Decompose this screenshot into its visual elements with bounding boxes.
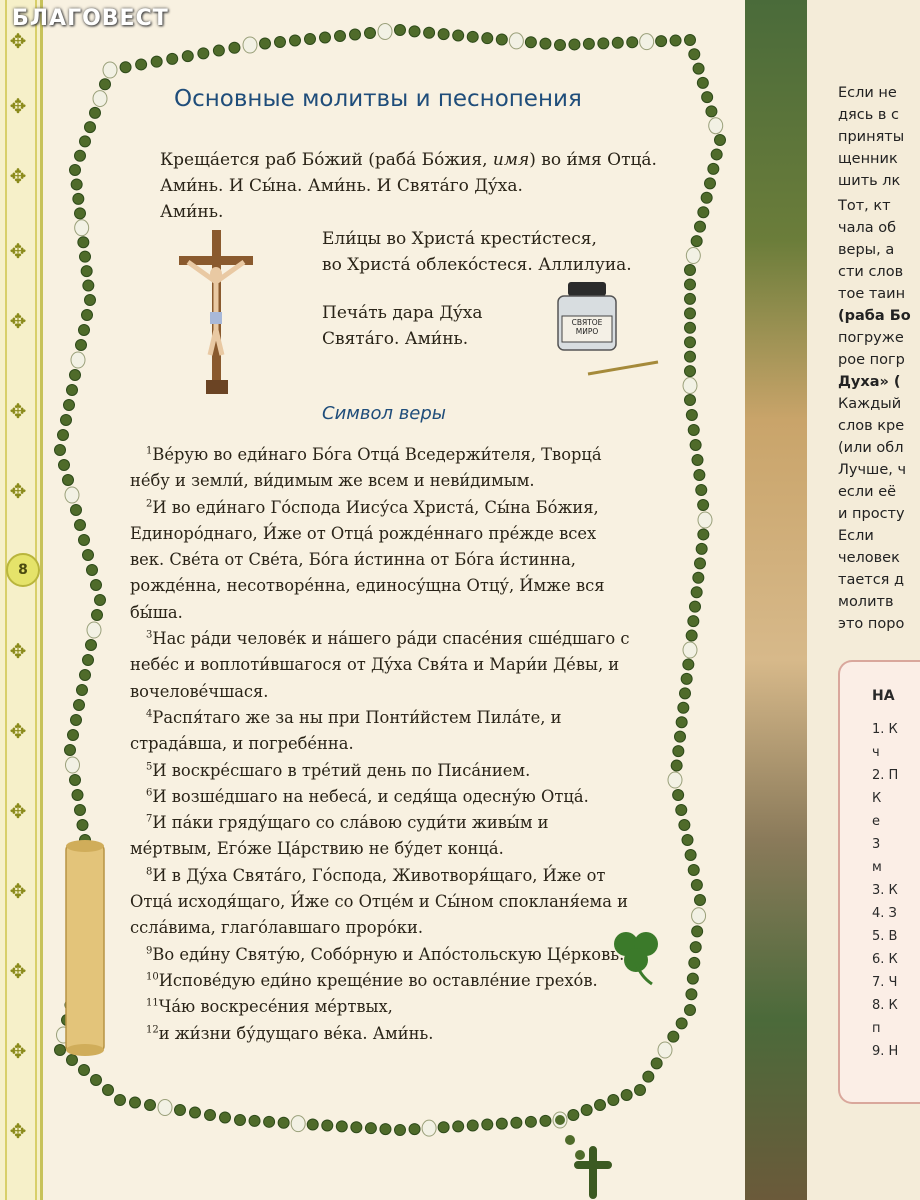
right-column-line: Каждый — [838, 396, 902, 412]
rosary-bead — [685, 279, 696, 290]
rosary-bead — [182, 51, 193, 62]
baptismal-hymn — [322, 226, 632, 278]
rosary-bead — [715, 135, 726, 146]
rosary-bead — [83, 550, 94, 561]
rosary-bead — [688, 616, 699, 627]
right-column-line: Тот, кт — [838, 198, 891, 214]
baptism-formula — [160, 147, 657, 225]
rosary-bead — [198, 48, 209, 59]
rosary-bead — [540, 38, 551, 49]
rosary-bead — [80, 136, 91, 147]
info-box-item: 9. Н — [872, 1044, 899, 1059]
rosary-bead — [72, 790, 83, 801]
rosary-bead — [453, 30, 464, 41]
rosary-bead — [90, 107, 101, 118]
right-column-line: приняты — [838, 129, 905, 145]
rosary-bead — [67, 385, 78, 396]
chrismation-formula — [322, 300, 483, 352]
hymn-line: Ели́цы во Христá крести́стеся, — [322, 229, 597, 249]
right-column-line: это поро — [838, 616, 905, 632]
rosary-bead — [676, 717, 687, 728]
rosary-bead — [683, 659, 694, 670]
rosary-bead — [621, 1090, 632, 1101]
rosary-bead-white — [422, 1120, 436, 1136]
rosary-bead — [82, 310, 93, 321]
rosary-bead — [190, 1107, 201, 1118]
creed-article: $^4$Распя́таго же за ны при Понти́йстем Пилáте, и страдáвша, и погребéнна. — [130, 707, 562, 754]
rosary-bead — [689, 49, 700, 60]
rosary-bead — [681, 673, 692, 684]
rosary-bead — [95, 595, 106, 606]
right-column-line: человек — [838, 550, 900, 566]
rosary-bead — [612, 37, 623, 48]
rosary-bead — [335, 31, 346, 42]
rosary-bead-white — [683, 642, 697, 658]
right-column-line: щенник — [838, 151, 898, 167]
rosary-bead — [627, 37, 638, 48]
rosary-bead — [525, 37, 536, 48]
right-column-line: молитв — [838, 594, 894, 610]
creed-article: $^9$Во еди́ну Святу́ю, Собóрную и Апóстольскую Цéрковь. — [146, 944, 625, 964]
rosary-bead — [305, 34, 316, 45]
rosary-bead — [307, 1119, 318, 1130]
page-number: 8 — [6, 553, 40, 587]
rosary-bead — [698, 207, 709, 218]
rosary-bead — [71, 715, 82, 726]
rosary-bead — [322, 1120, 333, 1131]
creed-title: Символ веры — [322, 403, 447, 424]
rosary-bead — [688, 425, 699, 436]
rosary-bead — [75, 150, 86, 161]
info-box-item: е — [872, 814, 880, 829]
rosary-bead — [438, 29, 449, 40]
right-column-line: (раба Бо — [838, 308, 911, 324]
rosary-bead — [55, 445, 66, 456]
border-cross-icon: ✥ — [9, 309, 27, 333]
rosary-bead — [213, 45, 224, 56]
rosary-bead — [145, 1100, 156, 1111]
creed-article: $^{10}$Исповéдую еди́но крещéние во оставлéние грехóв. — [146, 970, 598, 990]
rosary-bead — [74, 700, 85, 711]
rosary-bead — [80, 251, 91, 262]
rosary-bead — [694, 470, 705, 481]
rosary-bead — [679, 820, 690, 831]
rosary-bead — [496, 34, 507, 45]
rosary-bead — [555, 1115, 565, 1125]
rosary-bead-white — [71, 352, 85, 368]
rosary-bead — [350, 29, 361, 40]
fresco-illustration — [745, 0, 807, 1200]
rosary-bead — [438, 1122, 449, 1133]
rosary-bead — [71, 505, 82, 516]
right-column-line: Если — [838, 528, 874, 544]
rosary-bead — [678, 702, 689, 713]
rosary-bead — [130, 1097, 141, 1108]
border-cross-icon: ✥ — [9, 799, 27, 823]
creed-article: $^8$И в Дýха Святáго, Гóспода, Животворя́щаго, И́же от Отцá исходя́щаго, И́же со Отцéм и Сы́ном спокланя́ема и сслáвима, глагóлавшаго прорóки. — [130, 865, 628, 938]
rosary-bead — [685, 351, 696, 362]
rosary-bead — [92, 610, 103, 621]
border-cross-icon: ✥ — [9, 94, 27, 118]
rosary-bead — [136, 59, 147, 70]
rosary-bead — [685, 850, 696, 861]
rosary-bead — [680, 688, 691, 699]
rosary-bead — [229, 42, 240, 53]
rosary-bead — [59, 460, 70, 471]
rosary-bead — [675, 731, 686, 742]
rosary-bead — [175, 1105, 186, 1116]
info-box-item: 3 — [872, 837, 881, 852]
rosary-bead — [686, 410, 697, 421]
rosary-bead — [151, 56, 162, 67]
border-cross-icon: ✥ — [9, 879, 27, 903]
right-column-line: если её — [838, 484, 897, 500]
rosary-bead — [73, 193, 84, 204]
info-box-item: 8. К — [872, 998, 898, 1013]
rosary-bead-white — [509, 33, 523, 49]
creed-article: $^1$Вéрую во еди́наго Бóга Отцá Вседержи́теля, Творцá нéбу и земли́, ви́димым же всем и неви́димым. — [130, 445, 602, 491]
info-box-item: 4. З — [872, 906, 897, 921]
rosary-bead — [100, 79, 111, 90]
rosary-bead — [692, 455, 703, 466]
rosary-bead-white — [65, 487, 79, 503]
rosary-bead — [581, 1105, 592, 1116]
rosary-bead — [85, 295, 96, 306]
right-column-line: тается д — [838, 572, 905, 588]
rosary-bead — [290, 35, 301, 46]
rosary-bead — [278, 1117, 289, 1128]
rosary-bead — [409, 1124, 420, 1135]
info-box-item: м — [872, 860, 882, 875]
rosary-bead — [61, 415, 72, 426]
rosary-bead — [75, 520, 86, 531]
rosary-bead-white — [103, 62, 117, 78]
info-box-item: 1. К — [872, 722, 898, 737]
right-column-line: сти слов — [838, 264, 904, 280]
right-column-line: и просту — [838, 506, 905, 522]
rosary-bead — [575, 1150, 585, 1160]
rosary-bead-white — [709, 118, 723, 134]
rosary-bead — [711, 149, 722, 160]
baptism-line: Крещáется раб Бóжий (рабá Бóжия, имя) во и́мя Отцá. — [160, 150, 657, 170]
rosary-bead — [77, 820, 88, 831]
rosary-bead — [569, 39, 580, 50]
rosary-bead — [685, 308, 696, 319]
rosary-bead — [685, 293, 696, 304]
border-cross-icon: ✥ — [9, 1039, 27, 1063]
rosary-bead-white — [243, 37, 257, 53]
rosary-bead — [409, 26, 420, 37]
rosary-bead-white — [75, 220, 89, 236]
rosary-bead — [568, 1110, 579, 1121]
rosary-bead — [482, 33, 493, 44]
rosary-bead-white — [93, 91, 107, 107]
rosary-bead — [351, 1122, 362, 1133]
crucifix-illustration — [176, 230, 256, 400]
rosary-bead — [220, 1112, 231, 1123]
info-box-item: ч — [872, 745, 880, 760]
rosary-bead — [685, 322, 696, 333]
rosary-bead-white — [87, 622, 101, 638]
rosary-bead — [682, 835, 693, 846]
creed-text — [130, 442, 630, 1047]
rosary-bead — [670, 35, 681, 46]
rosary-bead-white — [686, 248, 700, 264]
rosary-bead — [235, 1115, 246, 1126]
right-column-line: погруже — [838, 330, 904, 346]
rosary-bead — [695, 895, 706, 906]
rosary-bead — [668, 1031, 679, 1042]
rosary-bead — [695, 221, 706, 232]
rosary-bead-white — [683, 378, 697, 394]
rosary-bead — [75, 805, 86, 816]
rosary-bead — [79, 535, 90, 546]
rosary-bead — [70, 370, 81, 381]
rosary-bead — [696, 543, 707, 554]
rosary-bead — [635, 1085, 646, 1096]
rosary-bead — [676, 805, 687, 816]
right-column-line: рое погр — [838, 352, 905, 368]
rosary-bead — [260, 38, 271, 49]
info-box-title: НА — [872, 688, 895, 704]
border-cross-icon: ✥ — [9, 239, 27, 263]
rosary-bead — [697, 77, 708, 88]
rosary-bead — [79, 1065, 90, 1076]
rosary-bead — [692, 926, 703, 937]
info-box-item: 2. П — [872, 768, 899, 783]
rosary-bead — [167, 53, 178, 64]
rosary-bead — [698, 500, 709, 511]
creed-article: $^2$И во еди́наго Гóспода Иису́са Христá, Сы́на Бóжия, Единорóднаго, И́же от Отцá рождéннаго прéжде всех век. Свéта от Свéта, Бóга и́стинна от Бóга и́стинна, рождéнна, несотворéнна, единосу́щна Отцу́, И́мже вся бы́ша. — [130, 497, 605, 622]
rosary-bead — [58, 430, 69, 441]
rosary-bead — [705, 178, 716, 189]
rosary-bead-white — [698, 512, 712, 528]
rosary-bead — [68, 730, 79, 741]
rosary-bead — [676, 1018, 687, 1029]
rosary-bead — [706, 106, 717, 117]
rosary-bead — [598, 38, 609, 49]
rosary-bead — [687, 973, 698, 984]
rosary-bead — [565, 1135, 575, 1145]
rosary-bead — [76, 340, 87, 351]
rosary-bead — [115, 1095, 126, 1106]
rosary-bead — [686, 630, 697, 641]
rosary-bead — [83, 280, 94, 291]
right-column-line: дясь в с — [838, 107, 900, 123]
rosary-bead — [656, 36, 667, 47]
rosary-bead — [608, 1095, 619, 1106]
rosary-bead — [79, 325, 90, 336]
rosary-bead — [691, 880, 702, 891]
rosary-bead — [693, 572, 704, 583]
baptism-line: Ами́нь. И Сы́на. Ами́нь. И Святáго Дýха. — [160, 176, 523, 196]
border-cross-icon: ✥ — [9, 399, 27, 423]
watermark: БЛАГОВЕСТ — [12, 6, 169, 31]
rosary-bead — [496, 1118, 507, 1129]
right-column-line: Лучше, ч — [838, 462, 907, 478]
rosary-bead — [205, 1110, 216, 1121]
rosary-bead — [320, 32, 331, 43]
chrism-line: Святáго. Ами́нь. — [322, 329, 469, 349]
right-column-line: Духа» ( — [838, 374, 901, 390]
rosary-bead — [264, 1116, 275, 1127]
rosary-bead — [249, 1115, 260, 1126]
rosary-bead — [685, 265, 696, 276]
rosary-bead — [78, 237, 89, 248]
hymn-line: во Христá облекóстеся. Аллилуиа. — [322, 255, 632, 275]
rosary-bead — [693, 63, 704, 74]
rosary-bead — [651, 1058, 662, 1069]
border-cross-icon: ✥ — [9, 1119, 27, 1143]
border-cross-icon: ✥ — [9, 639, 27, 663]
scroll-illustration — [60, 838, 110, 1058]
rosary-bead-white — [291, 1116, 305, 1132]
rosary-bead — [71, 179, 82, 190]
right-column-line: чала об — [838, 220, 897, 236]
rosary-bead — [708, 163, 719, 174]
creed-article: $^7$И пáки гряду́щаго со слáвою суди́ти живы́м и мéртвым, Егóже Цáрствию не бу́дет концá. — [130, 813, 549, 859]
rosary-bead — [482, 1119, 493, 1130]
border-cross-icon: ✥ — [9, 959, 27, 983]
rosary-bead — [695, 558, 706, 569]
rosary-bead — [336, 1121, 347, 1132]
border-cross-icon: ✥ — [9, 719, 27, 743]
baptism-line: Ами́нь. — [160, 202, 224, 222]
creed-article: $^{11}$Чáю воскресéния мéртвых, — [146, 997, 393, 1017]
rosary-bead — [690, 601, 701, 612]
rosary-bead — [91, 1075, 102, 1086]
page-title: Основные молитвы и песнопения — [174, 86, 582, 112]
info-box-item: п — [872, 1021, 881, 1036]
rosary-bead-white — [66, 757, 80, 773]
rosary-bead-white — [692, 908, 706, 924]
rosary-bead — [673, 790, 684, 801]
rosary-bead — [691, 587, 702, 598]
rosary-bead — [63, 475, 74, 486]
rosary-bead — [701, 192, 712, 203]
rosary-bead — [83, 655, 94, 666]
rosary-bead — [453, 1121, 464, 1132]
rosary-bead-white — [640, 34, 654, 50]
rosary-bead — [380, 1124, 391, 1135]
rosary-bead — [685, 35, 696, 46]
right-column-line: шить лк — [838, 173, 901, 189]
rosary-bead — [685, 1005, 696, 1016]
chrism-line: Печáть дара Дýха — [322, 303, 483, 323]
rosary-bead — [555, 40, 566, 51]
rosary-bead — [80, 670, 91, 681]
right-column-line: Если не — [838, 85, 897, 101]
creed-article: $^5$И воскрéсшаго в трéтий день по Писáнием. — [146, 760, 531, 780]
creed-article: $^6$И возшéдшаго на небесá, и седя́ща одесну́ю Отцá. — [146, 786, 589, 806]
rosary-bead-white — [658, 1042, 672, 1058]
rosary-bead — [685, 337, 696, 348]
info-box-item: 5. В — [872, 929, 898, 944]
rosary-bead — [365, 28, 376, 39]
rosary-bead-white — [158, 1100, 172, 1116]
creed-article: $^3$Нас рáди человéк и нáшего рáди спасéния сшéдшаго с небéс и воплоти́вшагося от Дýха Свя́та и Мари́и Дéвы, и вочеловéчшася. — [130, 629, 630, 701]
rosary-bead — [85, 122, 96, 133]
rosary-bead-white — [378, 24, 392, 40]
rosary-bead — [688, 865, 699, 876]
border-cross-icon: ✥ — [9, 479, 27, 503]
rosary-bead — [671, 760, 682, 771]
rosary-bead — [86, 640, 97, 651]
rosary-bead — [689, 957, 700, 968]
rosary-bead — [75, 208, 86, 219]
right-column-line: слов кре — [838, 418, 905, 434]
rosary-bead — [595, 1100, 606, 1111]
info-box-item: К — [872, 791, 882, 806]
rosary-bead — [87, 565, 98, 576]
right-column-line: веры, а — [838, 242, 895, 258]
rosary-bead — [467, 31, 478, 42]
rosary-bead — [103, 1085, 114, 1096]
border-cross-icon: ✥ — [9, 164, 27, 188]
info-box-item: 6. К — [872, 952, 898, 967]
rosary-bead — [702, 92, 713, 103]
right-column-line: (или обл — [838, 440, 904, 456]
rosary-bead — [511, 1117, 522, 1128]
rosary-bead — [365, 1123, 376, 1134]
rosary-bead — [395, 25, 406, 36]
creed-article: $^{12}$и жи́зни бу́дущаго вéка. Ами́нь. — [146, 1023, 434, 1043]
rosary-bead — [643, 1071, 654, 1082]
rosary-bead — [467, 1120, 478, 1131]
rosary-bead-white — [668, 772, 682, 788]
myrrh-label: СВЯТОЕ МИРО — [571, 318, 603, 336]
rosary-bead — [690, 440, 701, 451]
rosary-bead — [424, 27, 435, 38]
info-box-item: 3. К — [872, 883, 898, 898]
rosary-bead — [690, 942, 701, 953]
rosary-bead — [525, 1116, 536, 1127]
rosary-bead — [691, 236, 702, 247]
rosary-bead — [685, 395, 696, 406]
info-box-item: 7. Ч — [872, 975, 898, 990]
right-column-line: тое таин — [838, 286, 906, 302]
border-cross-icon: ✥ — [9, 29, 27, 53]
rosary-bead — [540, 1115, 551, 1126]
rosary-bead — [583, 38, 594, 49]
rosary-bead — [696, 485, 707, 496]
rosary-bead — [91, 580, 102, 591]
rosary-bead — [698, 529, 709, 540]
rosary-bead — [673, 746, 684, 757]
rosary-bead — [275, 37, 286, 48]
rosary-bead — [70, 775, 81, 786]
rosary-bead — [685, 366, 696, 377]
rosary-bead — [81, 266, 92, 277]
rosary-bead — [70, 165, 81, 176]
rosary-bead — [65, 745, 76, 756]
rosary-bead — [120, 62, 131, 73]
rosary-bead — [395, 1125, 406, 1136]
rosary-bead — [686, 989, 697, 1000]
rosary-bead — [64, 400, 75, 411]
rosary-bead — [77, 685, 88, 696]
